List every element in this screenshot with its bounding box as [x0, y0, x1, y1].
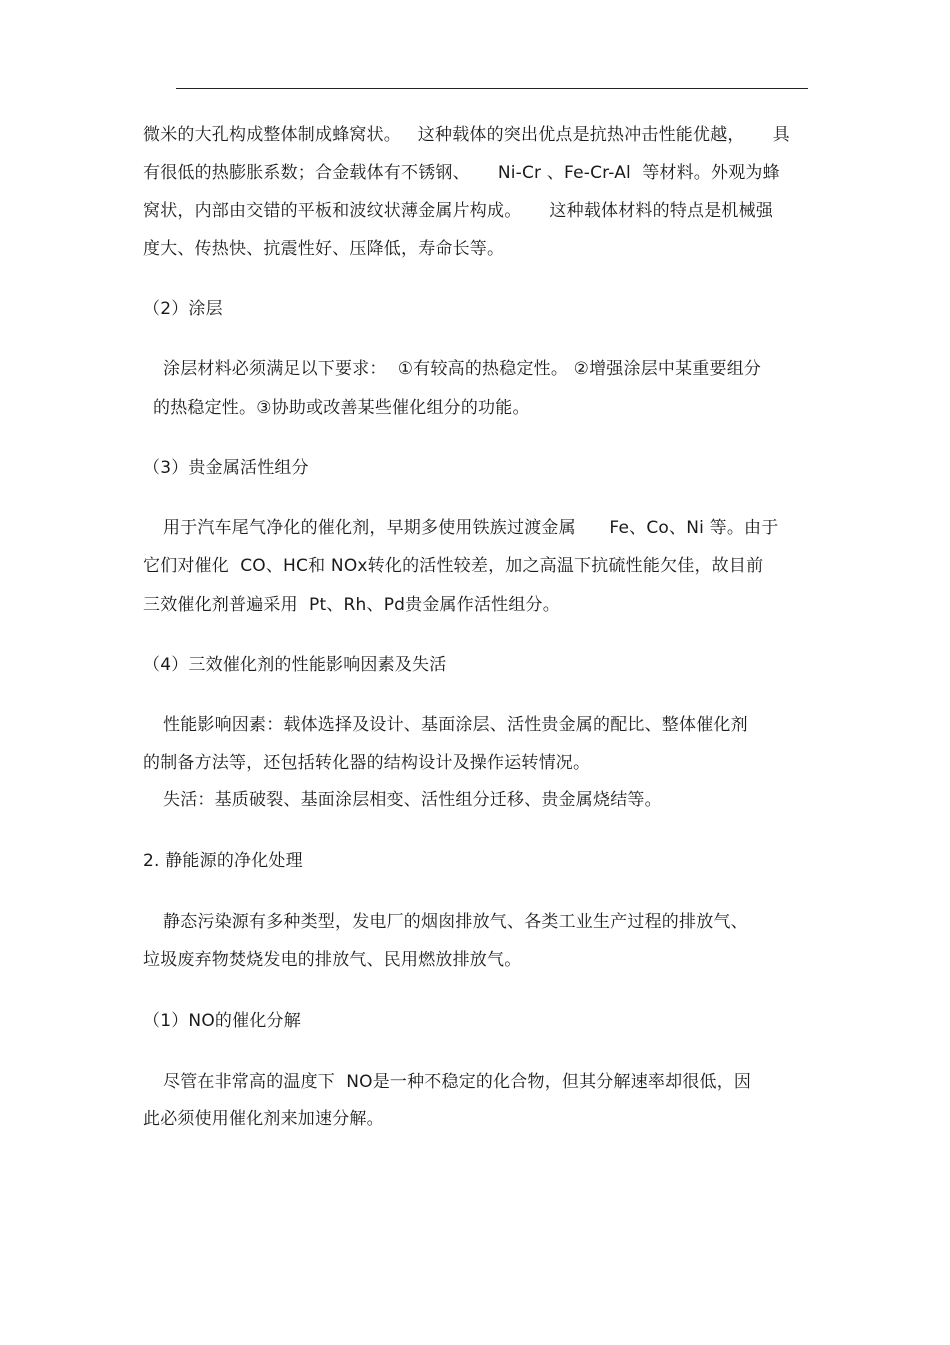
section-heading: （3）贵金属活性组分 — [143, 458, 309, 478]
section-heading: 2. 静能源的净化处理 — [143, 851, 303, 871]
header-rule — [176, 88, 808, 89]
body-text-line: 微米的大孔构成整体制成蜂窝状。 这种载体的突出优点是抗热冲击性能优越， 具 — [143, 125, 790, 145]
body-text-line: 有很低的热膨胀系数；合金载体有不锈钢、 Ni-Cr 、Fe-Cr-Al 等材料。外观为蜂 — [143, 163, 780, 183]
body-text-line: 窝状，内部由交错的平板和波纹状薄金属片构成。 这种载体材料的特点是机械强 — [143, 201, 774, 221]
section-heading: （4）三效催化剂的性能影响因素及失活 — [143, 655, 447, 675]
body-text-line: 它们对催化 CO、HC和 NOx转化的活性较差，加之高温下抗硫性能欠佳，故目前 — [143, 556, 764, 576]
section-heading: （1）NO的催化分解 — [143, 1011, 301, 1031]
body-text-line: 此必须使用催化剂来加速分解。 — [143, 1109, 384, 1129]
body-text-line: 性能影响因素：载体选择及设计、基面涂层、活性贵金属的配比、整体催化剂 — [163, 715, 748, 735]
body-text-line: 三效催化剂普遍采用 Pt、Rh、Pd贵金属作活性组分。 — [143, 595, 560, 615]
body-text-line: 的制备方法等，还包括转化器的结构设计及操作运转情况。 — [143, 753, 591, 773]
body-text-line: 垃圾废弃物焚烧发电的排放气、民用燃放排放气。 — [143, 950, 522, 970]
body-text-line: 尽管在非常高的温度下 NO是一种不稳定的化合物，但其分解速率却很低，因 — [163, 1072, 752, 1092]
body-text-line: 失活：基质破裂、基面涂层相变、活性组分迁移、贵金属烧结等。 — [163, 790, 662, 810]
section-heading: （2）涂层 — [143, 299, 223, 319]
body-text-line: 的热稳定性。③协助或改善某些催化组分的功能。 — [153, 398, 530, 418]
body-text-line: 用于汽车尾气净化的催化剂，早期多使用铁族过渡金属 Fe、Co、Ni 等。由于 — [163, 518, 779, 538]
body-text-line: 度大、传热快、抗震性好、压降低，寿命长等。 — [143, 239, 505, 259]
body-text-line: 静态污染源有多种类型，发电厂的烟囱排放气、各类工业生产过程的排放气、 — [163, 912, 748, 932]
body-text-line: 涂层材料必须满足以下要求： ①有较高的热稳定性。 ②增强涂层中某重要组分 — [163, 359, 762, 379]
